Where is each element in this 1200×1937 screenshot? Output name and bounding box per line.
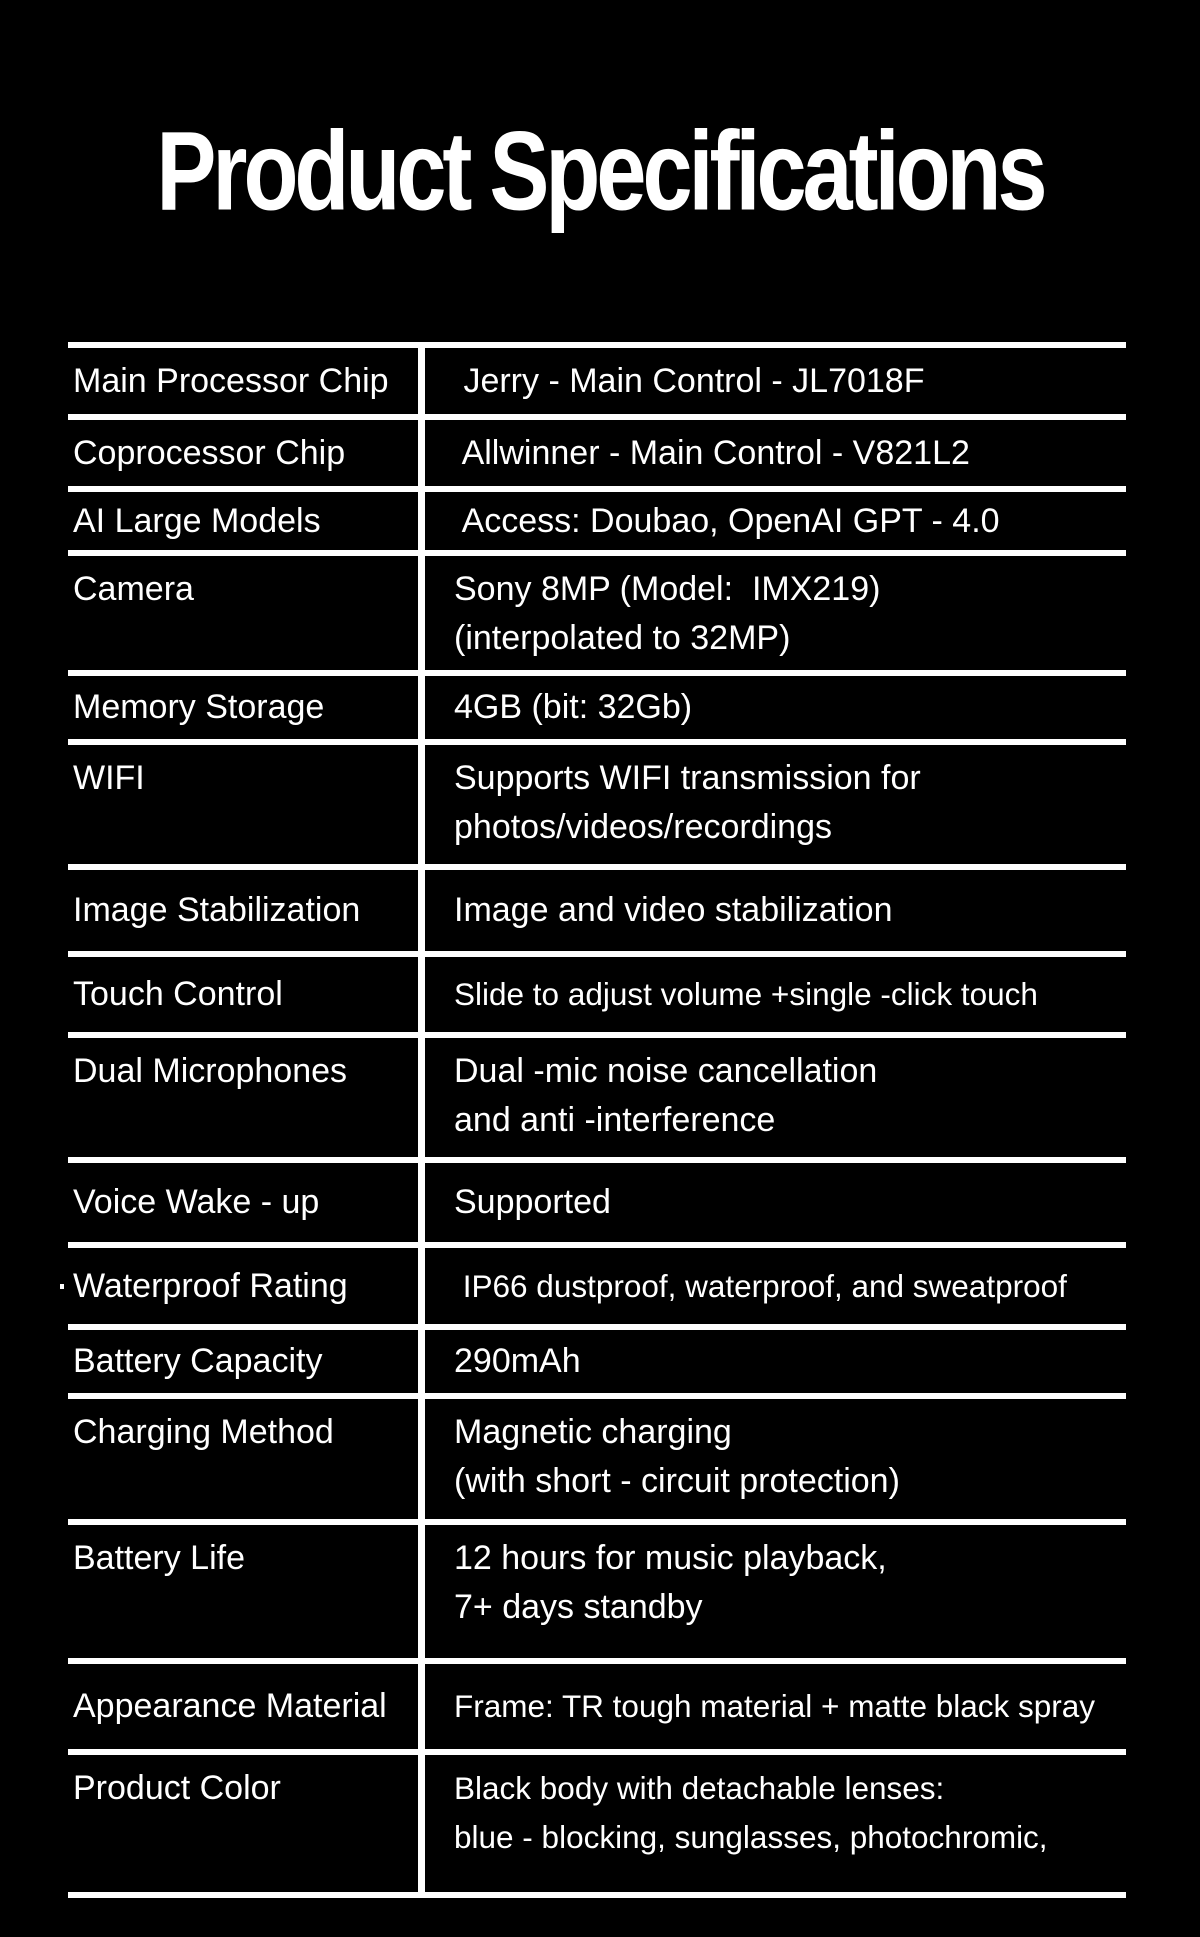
spec-row-appearance-material — [68, 1664, 1126, 1755]
spec-value — [425, 1178, 1126, 1227]
spec-label — [68, 1682, 425, 1731]
spec-value-text: Frame: TR tough material + matte black spray — [454, 1688, 1096, 1724]
spec-label-text: Memory Storage — [73, 688, 325, 726]
spec-value-text: (interpolated to 32MP) — [454, 619, 791, 657]
spec-label — [68, 1262, 425, 1311]
spec-label — [68, 1755, 425, 1813]
spec-value — [425, 357, 1126, 406]
spec-label — [68, 886, 425, 935]
spec-row-waterproof-rating — [68, 1248, 1126, 1330]
spec-value-text: Image and video stabilization — [454, 891, 893, 929]
spec-label — [68, 1525, 425, 1583]
spec-value-text: Jerry - Main Control - JL7018F — [454, 361, 925, 400]
spec-value — [425, 1399, 1126, 1506]
column-divider — [418, 348, 425, 1892]
spec-value-text: Supports WIFI transmission for — [454, 759, 921, 797]
spec-value-text: Sony 8MP (Model: IMX219) — [454, 570, 881, 608]
spec-label-text: Coprocessor Chip — [73, 433, 346, 472]
spec-value-text: photos/videos/recordings — [454, 808, 833, 846]
spec-value-text: blue - blocking, sunglasses, photochromic, — [454, 1819, 1048, 1855]
spec-row-battery-capacity — [68, 1330, 1126, 1399]
spec-label — [68, 357, 425, 406]
spec-label-text: Waterproof Rating — [73, 1266, 348, 1305]
spec-row-main-processor-chip — [68, 348, 1126, 420]
spec-value — [425, 683, 1126, 732]
spec-value — [425, 556, 1126, 663]
spec-label — [68, 745, 425, 803]
spec-value-text: (with short - circuit protection) — [454, 1462, 900, 1500]
spec-value — [425, 745, 1126, 852]
spec-value-text: Supported — [454, 1183, 611, 1221]
spec-row-memory-storage — [68, 676, 1126, 745]
spec-value — [425, 1525, 1126, 1632]
stray-dot — [60, 1284, 64, 1289]
spec-label — [68, 556, 425, 614]
spec-value-text: Access: Doubao, OpenAI GPT - 4.0 — [454, 501, 1000, 540]
spec-row-product-color — [68, 1755, 1126, 1892]
spec-row-ai-large-models — [68, 492, 1126, 556]
spec-value-text: Magnetic charging — [454, 1413, 732, 1451]
spec-label — [68, 1038, 425, 1096]
spec-label — [68, 683, 425, 732]
spec-label-text: Voice Wake - up — [73, 1183, 320, 1221]
spec-row-coprocessor-chip — [68, 420, 1126, 492]
spec-label — [68, 1337, 425, 1386]
spec-value — [425, 970, 1126, 1019]
spec-value-text: and anti -interference — [454, 1101, 776, 1139]
spec-label-text: Touch Control — [73, 975, 283, 1013]
spec-label-text: Appearance Material — [73, 1687, 387, 1725]
spec-label — [68, 1178, 425, 1227]
spec-value — [425, 1262, 1126, 1311]
spec-value-text: Black body with detachable lenses: — [454, 1770, 945, 1806]
spec-value — [425, 1337, 1126, 1386]
spec-value-text: Allwinner - Main Control - V821L2 — [454, 433, 970, 472]
spec-row-wifi — [68, 745, 1126, 870]
spec-label-text: Product Color — [73, 1769, 281, 1807]
spec-value — [425, 429, 1126, 478]
spec-row-dual-microphones — [68, 1038, 1126, 1163]
spec-row-voice-wake-up — [68, 1163, 1126, 1248]
spec-row-camera — [68, 556, 1126, 676]
spec-label-text: AI Large Models — [73, 501, 321, 540]
spec-value — [425, 886, 1126, 935]
spec-value-text: 12 hours for music playback, — [454, 1539, 887, 1577]
spec-value-text: Dual -mic noise cancellation — [454, 1052, 878, 1090]
spec-value-text: 290mAh — [454, 1342, 581, 1380]
page-title: Product Specifications — [156, 109, 1044, 235]
spec-label-text: Battery Life — [73, 1539, 245, 1577]
spec-value-text: IP66 dustproof, waterproof, and sweatproof — [454, 1267, 1067, 1304]
spec-row-charging-method — [68, 1399, 1126, 1525]
spec-label-text: Battery Capacity — [73, 1342, 323, 1380]
spec-value-text: 7+ days standby — [454, 1588, 703, 1626]
page — [0, 97, 1200, 1937]
spec-value — [425, 1038, 1126, 1145]
spec-table — [68, 342, 1126, 1898]
spec-value — [425, 497, 1126, 546]
spec-label — [68, 1399, 425, 1457]
spec-label — [68, 429, 425, 478]
spec-label-text: Main Processor Chip — [73, 361, 389, 400]
spec-value — [425, 1755, 1126, 1862]
spec-label — [68, 970, 425, 1019]
spec-label-text: WIFI — [73, 759, 145, 797]
spec-value — [425, 1682, 1126, 1731]
spec-label-text: Image Stabilization — [73, 891, 361, 929]
spec-label-text: Camera — [73, 570, 194, 608]
spec-value-text: 4GB (bit: 32Gb) — [454, 688, 693, 726]
spec-label — [68, 497, 425, 546]
spec-row-image-stabilization — [68, 870, 1126, 957]
spec-row-battery-life — [68, 1525, 1126, 1664]
spec-label-text: Dual Microphones — [73, 1052, 348, 1090]
spec-label-text: Charging Method — [73, 1413, 334, 1451]
spec-value-text: Slide to adjust volume +single -click touch — [454, 976, 1038, 1012]
spec-row-touch-control — [68, 957, 1126, 1038]
